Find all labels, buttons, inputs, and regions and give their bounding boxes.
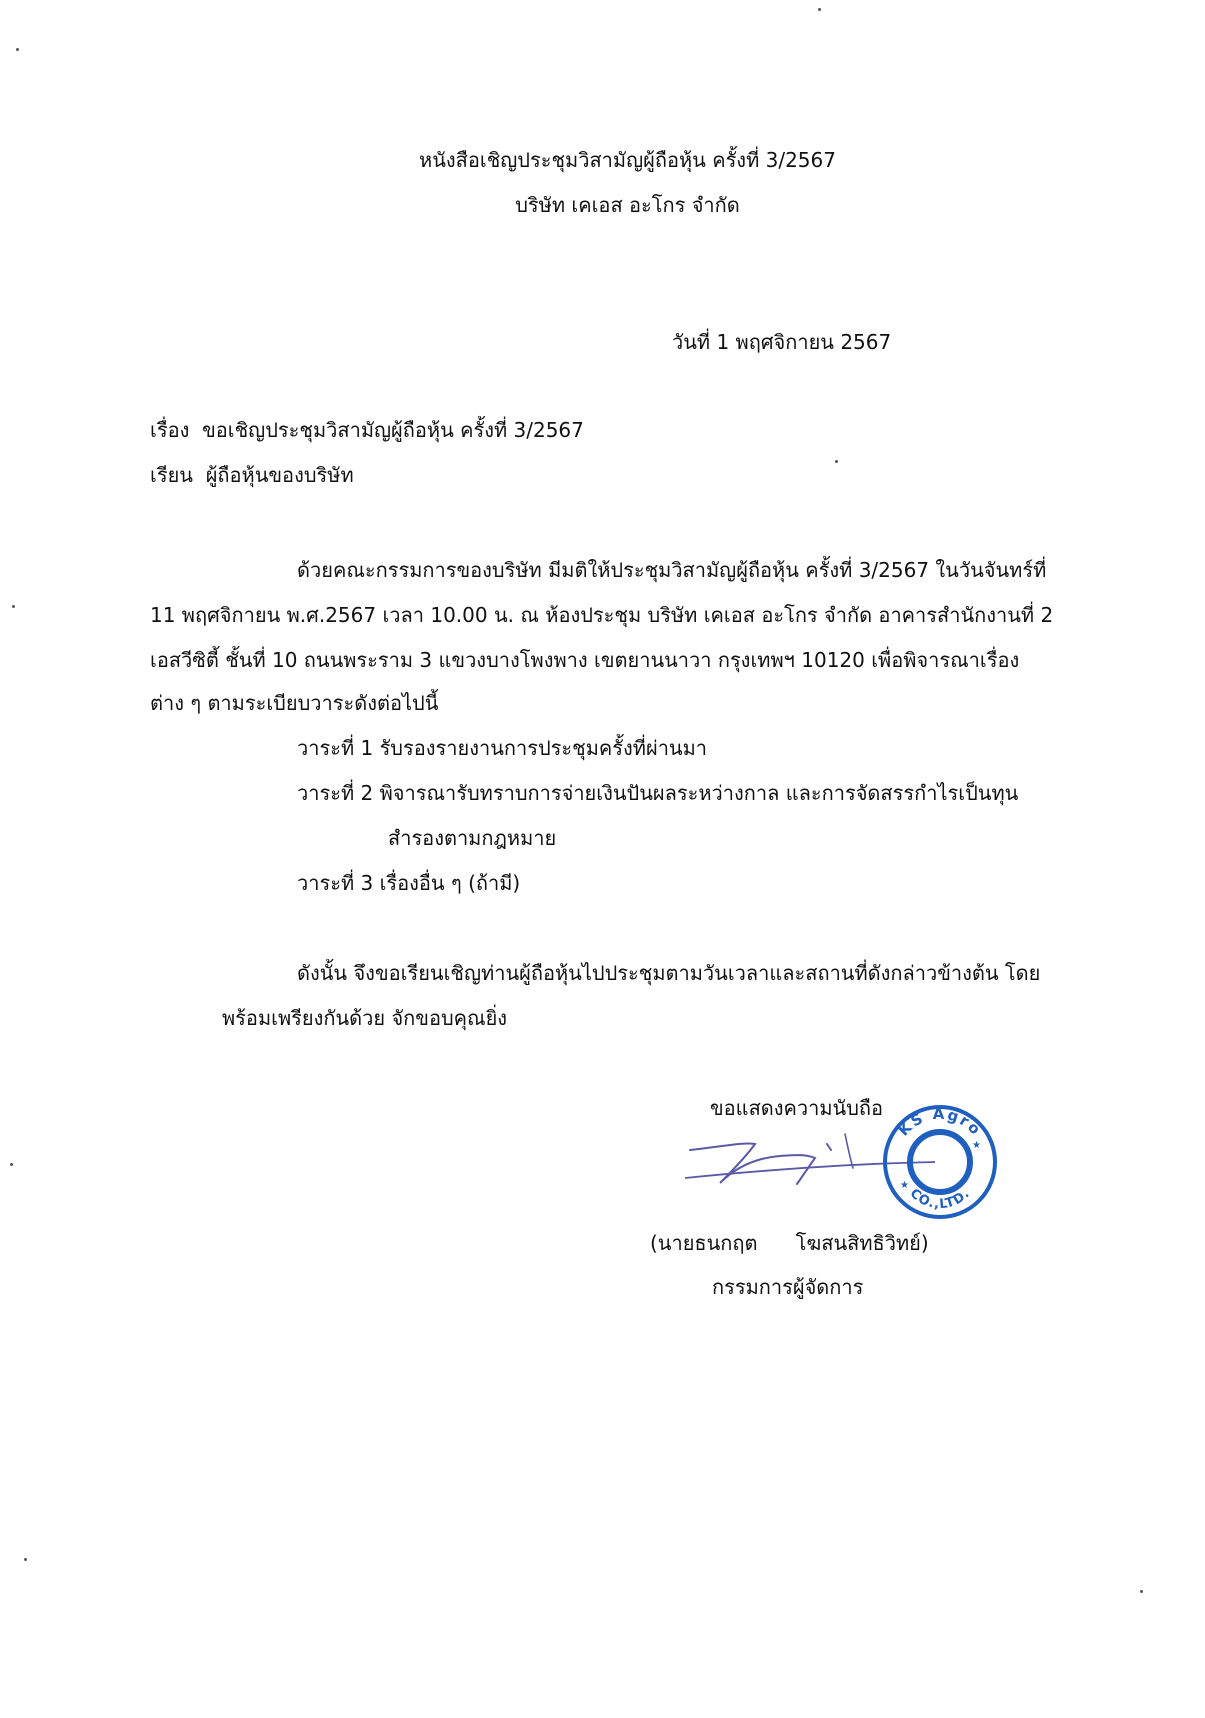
signatory-name: (นายธนกฤต โฆสนสิทธิวิทย์) <box>650 1231 929 1255</box>
scan-speck <box>1140 1590 1143 1593</box>
body-line-1: ด้วยคณะกรรมการของบริษัท มีมติให้ประชุมวิสามัญผู้ถือหุ้น ครั้งที่ 3/2567 ในวันจันทร์ที่ <box>297 558 1047 582</box>
subject-text: ขอเชิญประชุมวิสามัญผู้ถือหุ้น ครั้งที่ 3/2567 <box>202 418 584 442</box>
body-line-4: ต่าง ๆ ตามระเบียบวาระดังต่อไปนี้ <box>150 691 439 715</box>
subject-line <box>150 415 584 445</box>
svg-text:CO.,LTD.: CO.,LTD. <box>906 1186 974 1213</box>
svg-text:★: ★ <box>972 1140 981 1151</box>
recipient-label: เรียน <box>150 463 193 487</box>
svg-text:★: ★ <box>900 1180 909 1191</box>
scan-speck <box>818 8 821 11</box>
document-title: หนังสือเชิญประชุมวิสามัญผู้ถือหุ้น ครั้งที่ 3/2567 <box>419 148 836 172</box>
letter-date: วันที่ 1 พฤศจิกายน 2567 <box>672 330 892 354</box>
scan-speck <box>16 48 19 51</box>
closing-line-2: พร้อมเพรียงกันด้วย จักขอบคุณยิ่ง <box>222 1006 508 1030</box>
body-line-3: เอสวีซิตี้ ชั้นที่ 10 ถนนพระราม 3 แขวงบางโพงพาง เขตยานนาวา กรุงเทพฯ 10120 เพื่อพิจารณาเรื่อง <box>150 648 1020 672</box>
agenda-item-2-continuation: สำรองตามกฎหมาย <box>388 826 557 850</box>
recipient-text: ผู้ถือหุ้นของบริษัท <box>205 463 354 487</box>
recipient-line <box>150 460 354 490</box>
agenda-item-2: วาระที่ 2 พิจารณารับทราบการจ่ายเงินปันผลระหว่างกาล และการจัดสรรกำไรเป็นทุน <box>297 781 1019 805</box>
body-line-2: 11 พฤศจิกายน พ.ศ.2567 เวลา 10.00 น. ณ ห้องประชุม บริษัท เคเอส อะโกร จำกัด อาคารสำนักงานที่ 2 <box>150 603 1054 627</box>
scan-speck <box>835 460 838 463</box>
subject-label: เรื่อง <box>150 418 190 442</box>
scan-speck <box>24 1558 27 1561</box>
scan-speck <box>10 1163 13 1166</box>
scan-speck <box>12 605 15 608</box>
signatory-position: กรรมการผู้จัดการ <box>712 1275 864 1299</box>
company-seal <box>880 1102 1000 1222</box>
regards-text: ขอแสดงความนับถือ <box>710 1096 884 1120</box>
agenda-item-1: วาระที่ 1 รับรองรายงานการประชุมครั้งที่ผ่านมา <box>297 736 708 760</box>
agenda-item-3: วาระที่ 3 เรื่องอื่น ๆ (ถ้ามี) <box>297 871 521 895</box>
svg-text:KS Agro: KS Agro <box>894 1104 986 1140</box>
closing-line-1: ดังนั้น จึงขอเรียนเชิญท่านผู้ถือหุ้นไปประชุมตามวันเวลาและสถานที่ดังกล่าวข้างต้น โดย <box>297 961 1041 985</box>
company-name: บริษัท เคเอส อะโกร จำกัด <box>515 193 740 217</box>
